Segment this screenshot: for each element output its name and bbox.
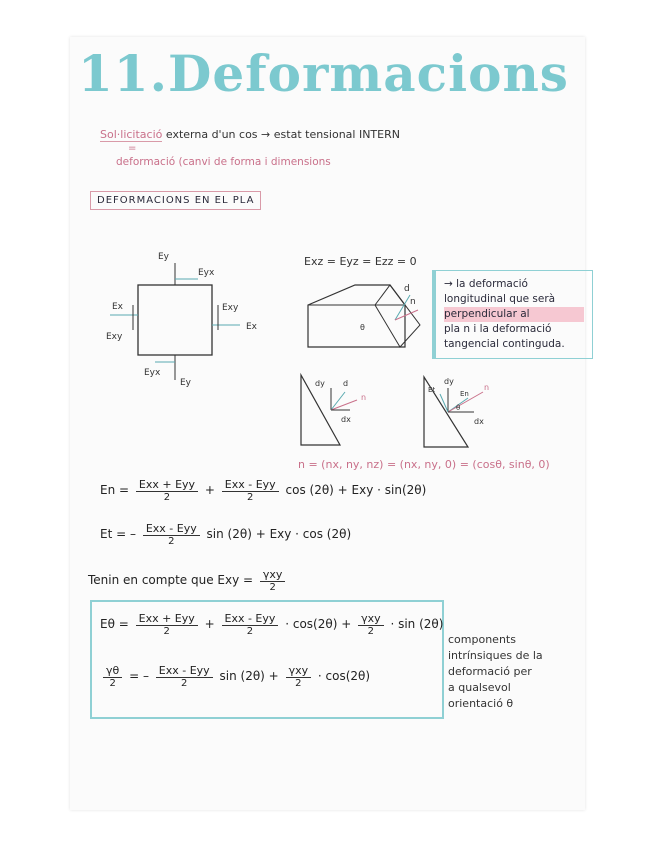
t2-label-et: Et — [428, 386, 436, 394]
gamma-lhs-den: 2 — [109, 678, 116, 689]
etheta-frac-1-den: 2 — [163, 626, 170, 637]
etheta-plus: + — [204, 617, 215, 631]
intro-line-1 — [100, 128, 400, 141]
et-frac — [143, 522, 200, 547]
label-exy-right: Exy — [222, 303, 239, 313]
strain-square-diagram — [100, 245, 270, 390]
gamma-frac-1-num: Exx - Eyy — [156, 664, 213, 678]
et-lhs: Et = – — [100, 527, 136, 541]
plane-condition: Exz = Eyz = Ezz = 0 — [304, 255, 417, 268]
tenint-line — [88, 568, 288, 593]
note-line-2: longitudinal que serà — [444, 293, 556, 305]
t1-label-d: d — [343, 379, 349, 388]
t2-label-theta: θ — [456, 404, 461, 412]
normal-vector: n = (nx, ny, nz) = (nx, ny, 0) = (cosθ, sinθ, 0) — [298, 458, 550, 471]
tenint-frac-den: 2 — [269, 582, 276, 593]
label-ex-right: Ex — [246, 322, 258, 332]
equation-et — [100, 522, 351, 547]
gamma-mid: sin (2θ) + — [219, 669, 279, 683]
en-frac-2-num: Exx - Eyy — [222, 478, 279, 492]
triangle-diagram-1 — [295, 370, 375, 450]
etheta-frac-3 — [358, 612, 384, 637]
gamma-lhs-frac — [103, 664, 122, 689]
gamma-frac-1-den: 2 — [181, 678, 188, 689]
tenint-frac-num: γxy — [260, 568, 286, 582]
side-note-line-3: deformació per — [448, 665, 532, 678]
intro-equal-sign: = — [128, 143, 137, 154]
prism-diagram — [300, 275, 425, 355]
label-ex-left: Ex — [112, 302, 124, 312]
t1-label-dx: dx — [341, 415, 351, 424]
en-frac-1-den: 2 — [163, 492, 171, 503]
intro-arrow: → — [261, 128, 271, 141]
side-note — [448, 632, 543, 712]
etheta-frac-2 — [222, 612, 279, 637]
t1-label-dy: dy — [315, 379, 325, 388]
t1-label-n: n — [361, 393, 367, 402]
en-lhs: En = — [100, 483, 130, 497]
side-note-line-2: intrínsiques de la — [448, 649, 543, 662]
t2-label-dy: dy — [444, 377, 454, 386]
side-note-line-1: components — [448, 633, 516, 646]
gamma-lhs-num: γθ — [103, 664, 122, 678]
en-tail: cos (2θ) + Exy · sin(2θ) — [285, 483, 427, 497]
prism-label-theta: θ — [360, 323, 365, 332]
note-box — [432, 270, 593, 359]
gamma-frac-2 — [286, 664, 312, 689]
section-heading: DEFORMACIONS EN EL PLA — [90, 191, 261, 210]
note-line-4: pla n i la deformació — [444, 323, 552, 335]
tenint-text: Tenin en compte que Exy = — [88, 573, 254, 587]
en-frac-2-den: 2 — [247, 492, 254, 503]
prism-label-n: n — [410, 297, 416, 307]
side-note-line-5: orientació θ — [448, 697, 514, 710]
gamma-frac-1 — [156, 664, 213, 689]
label-exy-left: Exy — [106, 332, 123, 342]
note-line-3: perpendicular al — [444, 307, 584, 322]
etheta-tail: · sin (2θ) — [390, 617, 444, 631]
en-frac-1 — [136, 478, 198, 503]
t2-label-en: En — [460, 390, 469, 398]
t2-label-dx: dx — [474, 417, 484, 426]
tenint-frac — [260, 568, 286, 593]
etheta-mid: · cos(2θ) + — [285, 617, 352, 631]
etheta-lhs: Eθ = — [100, 617, 129, 631]
side-note-line-4: a qualsevol — [448, 681, 511, 694]
etheta-frac-1 — [136, 612, 198, 637]
page-title: 11.Deformacions — [78, 44, 569, 103]
equation-en — [100, 478, 426, 503]
gamma-eq: = – — [129, 669, 149, 683]
et-tail: sin (2θ) + Exy · cos (2θ) — [206, 527, 352, 541]
intro-text-a: externa d'un cos — [165, 128, 258, 141]
prism-outline — [308, 285, 405, 347]
label-ey-bottom: Ey — [180, 378, 192, 388]
intro-definition: deformació (canvi de forma i dimensions — [116, 156, 331, 168]
etheta-frac-3-den: 2 — [367, 626, 375, 637]
intro-term: Sol·licitació — [100, 128, 163, 141]
equation-gamma — [100, 664, 370, 689]
intro-text-b: estat tensional INTERN — [273, 128, 400, 141]
gamma-tail: · cos(2θ) — [317, 669, 371, 683]
et-frac-num: Exx - Eyy — [143, 522, 200, 536]
note-line-5: tangencial continguda. — [444, 338, 565, 350]
intro-line-2 — [116, 156, 331, 168]
t2-label-n: n — [484, 383, 490, 392]
triangle-diagram-2 — [418, 372, 503, 452]
label-ey-top: Ey — [158, 252, 170, 262]
note-line-1: → la deformació — [444, 278, 528, 290]
prism-label-d: d — [404, 284, 410, 294]
gamma-frac-2-den: 2 — [295, 678, 302, 689]
en-frac-2 — [222, 478, 279, 503]
etheta-frac-1-num: Exx + Eyy — [136, 612, 198, 626]
label-eyx-bottom: Eyx — [144, 368, 161, 378]
etheta-frac-2-den: 2 — [246, 626, 254, 637]
etheta-frac-3-num: γxy — [358, 612, 384, 626]
en-plus: + — [204, 483, 215, 497]
gamma-frac-2-num: γxy — [286, 664, 312, 678]
equation-etheta — [100, 612, 443, 637]
en-frac-1-num: Exx + Eyy — [136, 478, 198, 492]
etheta-frac-2-num: Exx - Eyy — [222, 612, 279, 626]
et-frac-den: 2 — [168, 536, 175, 547]
label-eyx-top: Eyx — [198, 268, 215, 278]
element-square — [138, 285, 212, 355]
